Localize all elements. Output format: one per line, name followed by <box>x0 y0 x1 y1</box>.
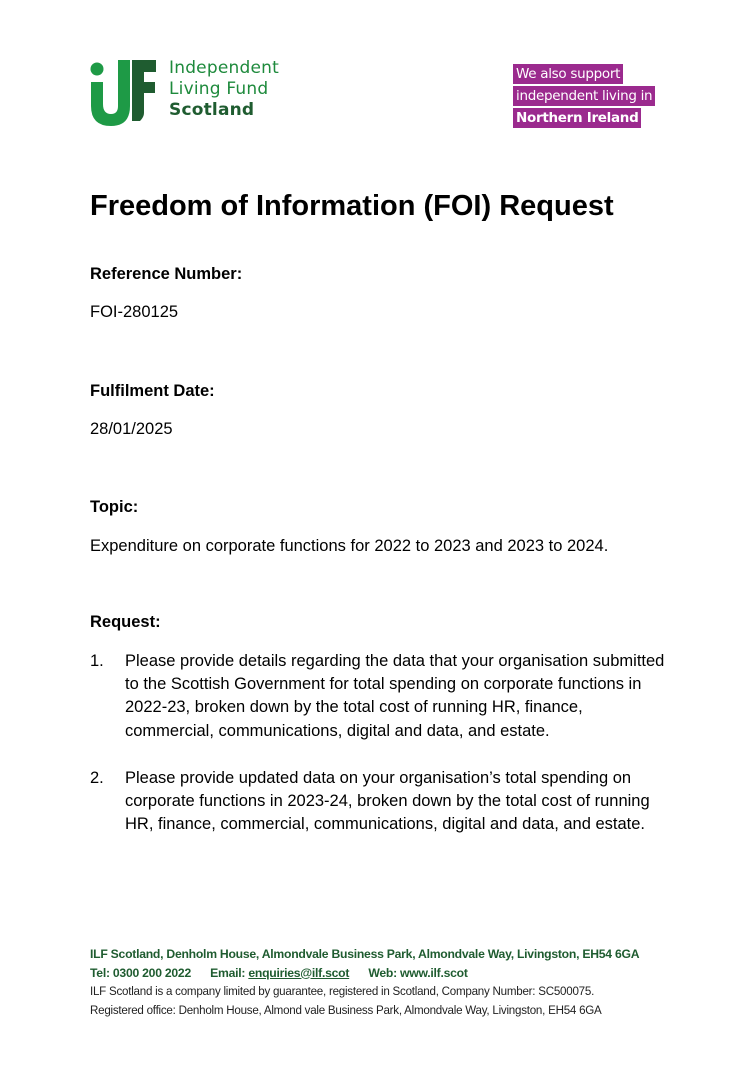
request-item-number: 1. <box>90 652 104 670</box>
fulfilment-date-label: Fulfilment Date: <box>90 382 215 400</box>
ni-badge-line-1: We also support <box>513 64 623 84</box>
footer-registered-office: Registered office: Denholm House, Almond vale Business Park, Almondvale Way, Livingston, EH54 6GA <box>90 1002 602 1017</box>
ni-badge-line-3: Northern Ireland <box>513 108 641 128</box>
request-item-number: 2. <box>90 768 104 787</box>
request-item <box>90 767 670 837</box>
request-list <box>90 650 670 860</box>
footer <box>90 945 639 1019</box>
request-item-text: Please provide details regarding the data that your organisation submitted to the Scottish Government for total spending on corporate functions in 2022-23, broken down by the total cost of running HR, finance, commercial, communications, digital and data, and estate. <box>125 652 665 740</box>
footer-email-label: Email: <box>210 965 249 980</box>
fulfilment-date-value: 28/01/2025 <box>90 420 173 438</box>
northern-ireland-badge <box>513 64 655 130</box>
topic-label: Topic: <box>90 498 139 516</box>
ilf-logo <box>88 58 308 128</box>
footer-contact <box>90 964 639 983</box>
request-label: Request: <box>90 613 161 631</box>
logo-line-1: Independent <box>169 58 279 78</box>
ni-badge-line-2: independent living in <box>513 86 655 106</box>
footer-company-info: ILF Scotland is a company limited by guarantee, registered in Scotland, Company Number: SC500075. <box>90 984 595 998</box>
footer-tel: Tel: 0300 200 2022 <box>90 965 191 980</box>
logo-line-3: Scotland <box>169 100 255 120</box>
request-item-text: Please provide updated data on your organisation’s total spending on corporate functions in 2023-24, broken down by the total cost of running HR, finance, commercial, communications, digital and data, and estate. <box>125 768 650 834</box>
request-item <box>90 650 670 743</box>
logo-line-2: Living Fund <box>169 79 269 99</box>
reference-number-label: Reference Number: <box>90 265 243 283</box>
reference-number-value: FOI-280125 <box>90 303 179 321</box>
footer-address: ILF Scotland, Denholm House, Almondvale Business Park, Almondvale Way, Livingston, EH54 6GA <box>90 947 640 961</box>
footer-web: Web: www.ilf.scot <box>368 965 468 980</box>
logo-wordmark <box>169 58 279 121</box>
page-title: Freedom of Information (FOI) Request <box>90 190 614 222</box>
topic-value: Expenditure on corporate functions for 2022 to 2023 and 2023 to 2024. <box>90 537 609 555</box>
footer-email-link[interactable]: enquiries@ilf.scot <box>248 965 350 980</box>
ilf-logo-mark-icon <box>88 58 158 126</box>
